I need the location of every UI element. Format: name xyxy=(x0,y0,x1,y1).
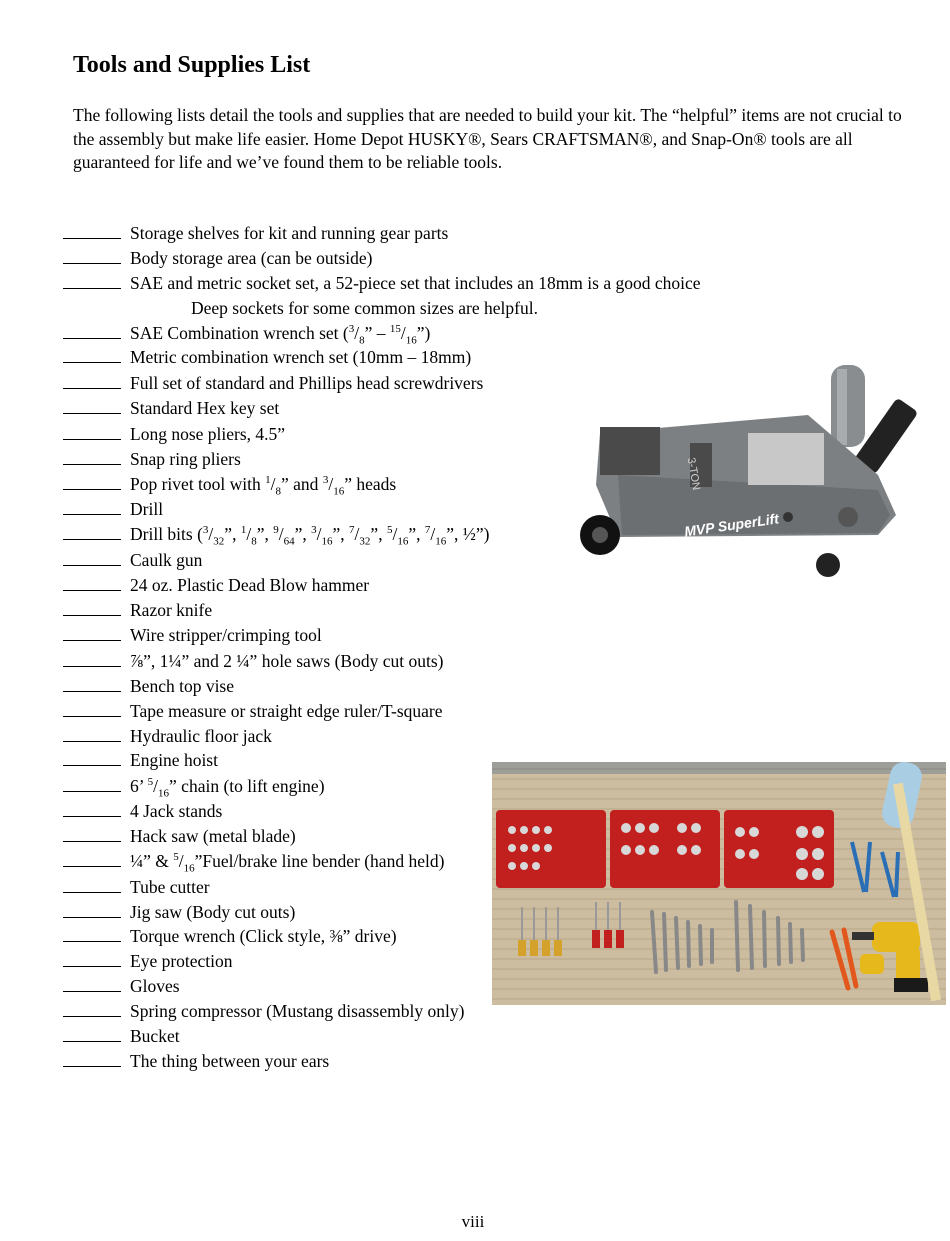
list-item: ⅞”, 1¼” and 2 ¼” hole saws (Body cut outs) xyxy=(63,650,443,672)
check-blank xyxy=(63,549,121,566)
list-item: Spring compressor (Mustang disassembly only) xyxy=(63,1000,464,1022)
list-item: Full set of standard and Phillips head screwdrivers xyxy=(63,372,483,394)
check-blank xyxy=(63,222,121,239)
check-blank xyxy=(63,675,121,692)
list-item: Body storage area (can be outside) xyxy=(63,247,372,269)
list-item: 6’ $^5/_{16}$” chain (to lift engine) xyxy=(63,775,325,797)
check-blank xyxy=(63,498,121,515)
jack-brand-label: MVP SuperLift xyxy=(683,510,780,540)
check-blank xyxy=(63,448,121,465)
list-item: 4 Jack stands xyxy=(63,800,222,822)
check-blank xyxy=(63,749,121,766)
check-blank xyxy=(63,700,121,717)
check-blank xyxy=(63,372,121,389)
check-blank xyxy=(63,1025,121,1042)
list-item: Hydraulic floor jack xyxy=(63,725,272,747)
check-blank xyxy=(63,523,121,540)
check-blank xyxy=(63,473,121,490)
toolset-photo xyxy=(492,762,946,1005)
check-blank xyxy=(63,599,121,616)
list-item: Storage shelves for kit and running gear parts xyxy=(63,222,448,244)
list-item: Tape measure or straight edge ruler/T-square xyxy=(63,700,443,722)
floor-jack-image xyxy=(578,365,918,583)
check-blank xyxy=(63,950,121,967)
check-blank xyxy=(63,624,121,641)
list-item: Jig saw (Body cut outs) xyxy=(63,901,295,923)
list-item: Caulk gun xyxy=(63,549,202,571)
check-blank xyxy=(63,650,121,667)
list-item: Razor knife xyxy=(63,599,212,621)
check-blank xyxy=(63,574,121,591)
list-item: Wire stripper/crimping tool xyxy=(63,624,322,646)
intro-paragraph: The following lists detail the tools and supplies that are needed to build your kit. The “helpful” items are not crucial to the assembly but make life easier. Home Depot HUSKY®, Sears CRAFTSMAN®, and Snap-On® tools are all guaranteed for life and we’ve found them to be reliable tools. xyxy=(73,105,902,172)
check-blank xyxy=(63,322,121,339)
list-item: Snap ring pliers xyxy=(63,448,241,470)
list-item: Metric combination wrench set (10mm – 18mm) xyxy=(63,346,471,368)
list-item-note: Deep sockets for some common sizes are helpful. xyxy=(191,298,538,318)
list-item: Tube cutter xyxy=(63,876,210,898)
list-item: The thing between your ears xyxy=(63,1050,329,1072)
list-item: ¼” & $^5/_{16}”Fuel$/brake line bender (hand held) xyxy=(63,850,444,872)
check-blank xyxy=(63,1000,121,1017)
list-item: 24 oz. Plastic Dead Blow hammer xyxy=(63,574,369,596)
check-blank xyxy=(63,800,121,817)
list-item: Bucket xyxy=(63,1025,180,1047)
check-blank xyxy=(63,901,121,918)
page-title: Tools and Supplies List xyxy=(73,52,311,78)
list-item: SAE Combination wrench set ($^3/_8$” – $^{15}/_{16}$”) xyxy=(63,322,430,344)
list-item: SAE and metric socket set, a 52-piece set that includes an 18mm is a good choice xyxy=(63,272,701,294)
list-item: Drill xyxy=(63,498,163,520)
drill-body xyxy=(872,922,920,952)
list-item: Standard Hex key set xyxy=(63,397,279,419)
list-item: Eye protection xyxy=(63,950,233,972)
check-blank xyxy=(63,1050,121,1067)
list-item: Pop rivet tool with $^1/_8$” and $^3/_{16}$” heads xyxy=(63,473,396,495)
page-number: viii xyxy=(461,1212,485,1231)
list-item: Hack saw (metal blade) xyxy=(63,825,296,847)
jack-capacity-label: 3-TON xyxy=(684,456,703,492)
list-item: Drill bits ($^3/_{32}$”, $^1/_8$”, $^9/_{64}$”, $^3/_{16}$”, $^7/_{32}$”, $^5/_{16}$”, $^7/_{16}$”, ½”) xyxy=(63,523,489,545)
check-blank xyxy=(63,346,121,363)
check-blank xyxy=(63,272,121,289)
check-blank xyxy=(63,925,121,942)
check-blank xyxy=(63,975,121,992)
list-item: Torque wrench (Click style, ⅜” drive) xyxy=(63,925,397,947)
check-blank xyxy=(63,397,121,414)
list-item: Bench top vise xyxy=(63,675,234,697)
jack-label-sticker xyxy=(748,433,824,485)
check-blank xyxy=(63,247,121,264)
check-blank xyxy=(63,825,121,842)
list-item: Gloves xyxy=(63,975,180,997)
check-blank xyxy=(63,725,121,742)
list-item: Long nose pliers, 4.5” xyxy=(63,423,285,445)
check-blank xyxy=(63,876,121,893)
check-blank xyxy=(63,423,121,440)
check-blank xyxy=(63,775,121,792)
check-blank xyxy=(63,850,121,867)
list-item: Engine hoist xyxy=(63,749,218,771)
